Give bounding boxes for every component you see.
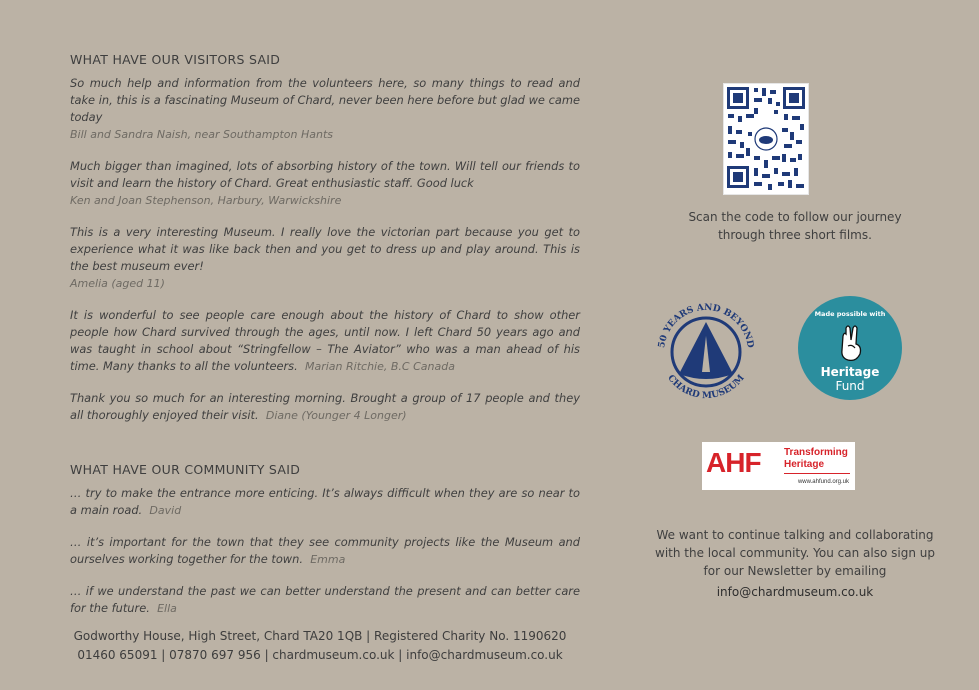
scan-line-2: through three short films. — [718, 228, 872, 242]
fifty-years-badge — [650, 296, 762, 408]
newsletter-email[interactable]: info@chardmuseum.co.uk — [716, 585, 874, 599]
quote-author: Bill and Sandra Naish, near Southampton Hants — [70, 128, 334, 141]
heritage-fund-logo — [798, 296, 902, 400]
footer — [0, 627, 640, 665]
crossed-fingers-icon — [836, 324, 866, 364]
community-quote — [70, 485, 580, 519]
quote-author: Diane (Younger 4 Longer) — [265, 409, 407, 422]
made-possible-text: Made possible with — [814, 310, 886, 318]
ahf-url: www.ahfund.org.uk — [797, 479, 849, 485]
visitor-quote — [70, 75, 580, 143]
quote-text: This is a very interesting Museum. I really love the victorian part because you get to experience what it was like back then and you get to dress up and play around. This is the best museum ever! — [70, 225, 580, 273]
qr-code-graphic — [724, 84, 808, 194]
quote-text: It is wonderful to see people care enough about the history of Chard to show other people how Chard survived through the ages, until now. I left Chard 50 years ago and was taught in school about “Stringfellow – The Aviator” who was a man ahead of his time. Many thanks to all the volunteers. — [70, 308, 580, 373]
fund-text: Fund — [835, 379, 865, 393]
cta-line-2: with the local community. You can also sign up — [655, 546, 935, 560]
badge-bottom-text: CHARD MUSEUM — [665, 373, 747, 402]
newsletter-cta — [620, 526, 970, 580]
qr-code[interactable] — [723, 83, 809, 195]
visitor-quote — [70, 307, 580, 375]
visitor-quote — [70, 224, 580, 292]
ahf-line-2: Heritage — [784, 459, 825, 470]
footer-contacts[interactable]: 01460 65091 | 07870 697 956 | chardmuseum.co.uk | info@chardmuseum.co.uk — [77, 648, 563, 662]
quote-author: Emma — [310, 553, 346, 566]
quote-text: Much bigger than imagined, lots of absorbing history of the town. Will tell our friends to visit and learn the history of Chard. Great enthusiastic staff. Good luck — [70, 159, 580, 190]
visitors-heading: WHAT HAVE OUR VISITORS SAID — [70, 52, 281, 67]
cta-line-3: for our Newsletter by emailing — [703, 564, 887, 578]
cta-line-1: We want to continue talking and collaborating — [656, 528, 934, 542]
heritage-text: Heritage — [820, 365, 880, 379]
community-heading: WHAT HAVE OUR COMMUNITY SAID — [70, 462, 301, 477]
quote-author: Ella — [157, 602, 177, 615]
fifty-years-logo — [650, 296, 762, 408]
scan-line-1: Scan the code to follow our journey — [688, 210, 902, 224]
ahf-line-1: Transforming — [784, 447, 848, 458]
scan-caption — [620, 208, 970, 244]
quote-author: Ken and Joan Stephenson, Harbury, Warwickshire — [70, 194, 342, 207]
visitor-quote — [70, 390, 580, 424]
footer-address: Godworthy House, High Street, Chard TA20 1QB | Registered Charity No. 1190620 — [73, 629, 567, 643]
badge-top-text: 50 YEARS AND BEYOND — [657, 302, 755, 349]
community-quote — [70, 583, 580, 617]
quote-text: … try to make the entrance more enticing. It’s always difficult when they are so near to a main road. — [70, 486, 580, 517]
quote-text: … it’s important for the town that they see community projects like the Museum and ourselves working together for the town. — [70, 535, 580, 566]
testimonials-column — [70, 52, 580, 632]
ahf-divider — [784, 473, 850, 474]
ahf-logo — [702, 442, 855, 490]
quote-author: Marian Ritchie, B.C Canada — [305, 360, 455, 373]
quote-text: So much help and information from the volunteers here, so many things to read and take in, this is a fascinating Museum of Chard, never been here before but glad we came today — [70, 76, 580, 124]
community-quote — [70, 534, 580, 568]
quote-author: David — [149, 504, 182, 517]
visitor-quote — [70, 158, 580, 209]
quote-author: Amelia (aged 11) — [70, 277, 165, 290]
quote-text: Thank you so much for an interesting morning. Brought a group of 17 people and they all thoroughly enjoyed their visit. — [70, 391, 580, 422]
ahf-letters: AHF — [706, 447, 761, 478]
community-section — [70, 462, 580, 617]
quote-text: … if we understand the past we can better understand the present and can better care for the future. — [70, 584, 580, 615]
